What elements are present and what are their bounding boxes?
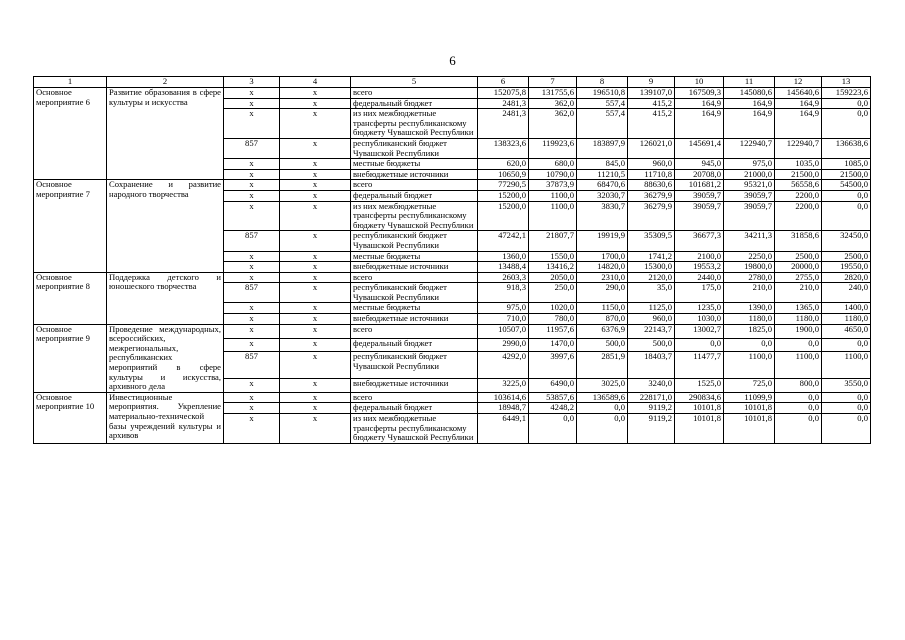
value-cell: 290,0 (577, 283, 628, 303)
value-cell: 0,0 (822, 109, 871, 139)
header-cell: 4 (280, 77, 351, 88)
value-cell: 196510,8 (577, 88, 628, 99)
value-cell: 10650,9 (478, 169, 529, 180)
value-cell: 1100,0 (775, 352, 822, 378)
code-cell: 857 (224, 231, 280, 251)
value-cell: 1470,0 (529, 338, 577, 352)
source-cell: республиканский бюджет Чувашской Республики (351, 283, 478, 303)
header-cell: 7 (529, 77, 577, 88)
value-cell: 1100,0 (529, 190, 577, 201)
value-cell: 1100,0 (724, 352, 775, 378)
value-cell: 362,0 (529, 109, 577, 139)
value-cell: 0,0 (822, 338, 871, 352)
value-cell: 2990,0 (478, 338, 529, 352)
code-cell: х (224, 201, 280, 231)
header-cell: 11 (724, 77, 775, 88)
value-cell: 210,0 (724, 283, 775, 303)
table-row (34, 324, 871, 338)
subcode-cell: х (280, 262, 351, 273)
value-cell: 2500,0 (775, 251, 822, 262)
code-cell: х (224, 414, 280, 444)
subcode-cell: х (280, 251, 351, 262)
value-cell: 0,0 (775, 392, 822, 403)
table-row (34, 88, 871, 99)
source-cell: республиканский бюджет Чувашской Республики (351, 231, 478, 251)
value-cell: 11710,8 (628, 169, 675, 180)
code-cell: х (224, 88, 280, 99)
subcode-cell: х (280, 338, 351, 352)
value-cell: 415,2 (628, 98, 675, 109)
value-cell: 11957,6 (529, 324, 577, 338)
subcode-cell: х (280, 138, 351, 158)
value-cell: 32030,7 (577, 190, 628, 201)
header-cell: 3 (224, 77, 280, 88)
value-cell: 2780,0 (724, 272, 775, 283)
value-cell: 31858,6 (775, 231, 822, 251)
source-cell: внебюджетные источники (351, 262, 478, 273)
value-cell: 1180,0 (822, 314, 871, 325)
value-cell: 34211,3 (724, 231, 775, 251)
value-cell: 710,0 (478, 314, 529, 325)
value-cell: 1100,0 (529, 201, 577, 231)
table-row (34, 180, 871, 191)
subcode-cell: х (280, 201, 351, 231)
value-cell: 164,9 (724, 98, 775, 109)
code-cell: х (224, 314, 280, 325)
source-cell: республиканский бюджет Чувашской Республики (351, 138, 478, 158)
value-cell: 6376,9 (577, 324, 628, 338)
value-cell: 32450,0 (822, 231, 871, 251)
value-cell: 2250,0 (724, 251, 775, 262)
value-cell: 167509,3 (675, 88, 724, 99)
value-cell: 88630,6 (628, 180, 675, 191)
value-cell: 1360,0 (478, 251, 529, 262)
value-cell: 15300,0 (628, 262, 675, 273)
value-cell: 1900,0 (775, 324, 822, 338)
value-cell: 164,9 (724, 109, 775, 139)
value-cell: 1390,0 (724, 303, 775, 314)
value-cell: 1100,0 (822, 352, 871, 378)
value-cell: 500,0 (577, 338, 628, 352)
value-cell: 126021,0 (628, 138, 675, 158)
value-cell: 9119,2 (628, 414, 675, 444)
value-cell: 0,0 (775, 338, 822, 352)
value-cell: 19553,2 (675, 262, 724, 273)
value-cell: 3997,6 (529, 352, 577, 378)
value-cell: 103614,6 (478, 392, 529, 403)
subcode-cell: х (280, 159, 351, 170)
event-cell: Основное мероприятие 6 (34, 88, 107, 180)
value-cell: 2200,0 (775, 190, 822, 201)
value-cell: 36677,3 (675, 231, 724, 251)
subcode-cell: х (280, 283, 351, 303)
subcode-cell: х (280, 324, 351, 338)
value-cell: 1825,0 (724, 324, 775, 338)
value-cell: 10790,0 (529, 169, 577, 180)
value-cell: 10101,8 (724, 403, 775, 414)
subcode-cell: х (280, 180, 351, 191)
value-cell: 2310,0 (577, 272, 628, 283)
budget-table (33, 76, 871, 444)
value-cell: 15200,0 (478, 190, 529, 201)
subcode-cell: х (280, 88, 351, 99)
source-cell: всего (351, 180, 478, 191)
value-cell: 159223,6 (822, 88, 871, 99)
value-cell: 290834,6 (675, 392, 724, 403)
value-cell: 0,0 (775, 414, 822, 444)
value-cell: 0,0 (529, 414, 577, 444)
code-cell: х (224, 272, 280, 283)
value-cell: 3240,0 (628, 378, 675, 392)
value-cell: 725,0 (724, 378, 775, 392)
value-cell: 210,0 (775, 283, 822, 303)
source-cell: федеральный бюджет (351, 403, 478, 414)
value-cell: 557,4 (577, 109, 628, 139)
value-cell: 2603,3 (478, 272, 529, 283)
value-cell: 1400,0 (822, 303, 871, 314)
code-cell: х (224, 262, 280, 273)
value-cell: 11099,9 (724, 392, 775, 403)
value-cell: 35,0 (628, 283, 675, 303)
value-cell: 1235,0 (675, 303, 724, 314)
value-cell: 0,0 (724, 338, 775, 352)
source-cell: местные бюджеты (351, 159, 478, 170)
value-cell: 136638,6 (822, 138, 871, 158)
value-cell: 39059,7 (724, 201, 775, 231)
value-cell: 19800,0 (724, 262, 775, 273)
source-cell: местные бюджеты (351, 303, 478, 314)
value-cell: 0,0 (577, 414, 628, 444)
table-row (34, 272, 871, 283)
value-cell: 4650,0 (822, 324, 871, 338)
value-cell: 18948,7 (478, 403, 529, 414)
value-cell: 13488,4 (478, 262, 529, 273)
value-cell: 14820,0 (577, 262, 628, 273)
header-cell: 13 (822, 77, 871, 88)
value-cell: 164,9 (775, 109, 822, 139)
value-cell: 1030,0 (675, 314, 724, 325)
value-cell: 0,0 (675, 338, 724, 352)
code-cell: х (224, 378, 280, 392)
table-row (34, 392, 871, 403)
value-cell: 6490,0 (529, 378, 577, 392)
value-cell: 960,0 (628, 314, 675, 325)
value-cell: 122940,7 (724, 138, 775, 158)
value-cell: 138323,6 (478, 138, 529, 158)
value-cell: 975,0 (724, 159, 775, 170)
value-cell: 9119,2 (628, 403, 675, 414)
value-cell: 500,0 (628, 338, 675, 352)
value-cell: 1550,0 (529, 251, 577, 262)
value-cell: 95321,0 (724, 180, 775, 191)
value-cell: 136589,6 (577, 392, 628, 403)
source-cell: всего (351, 88, 478, 99)
value-cell: 2481,3 (478, 109, 529, 139)
header-cell: 5 (351, 77, 478, 88)
code-cell: х (224, 159, 280, 170)
value-cell: 870,0 (577, 314, 628, 325)
subcode-cell: х (280, 303, 351, 314)
value-cell: 3550,0 (822, 378, 871, 392)
code-cell: х (224, 303, 280, 314)
subcode-cell: х (280, 169, 351, 180)
subcode-cell: х (280, 314, 351, 325)
value-cell: 0,0 (775, 403, 822, 414)
value-cell: 960,0 (628, 159, 675, 170)
page-number: 6 (449, 53, 456, 68)
value-cell: 54500,0 (822, 180, 871, 191)
value-cell: 13416,2 (529, 262, 577, 273)
header-row (34, 77, 871, 88)
event-cell: Основное мероприятие 7 (34, 180, 107, 272)
value-cell: 36279,9 (628, 201, 675, 231)
value-cell: 10101,8 (675, 403, 724, 414)
value-cell: 2755,0 (775, 272, 822, 283)
subcode-cell: х (280, 231, 351, 251)
value-cell: 415,2 (628, 109, 675, 139)
value-cell: 0,0 (822, 201, 871, 231)
value-cell: 557,4 (577, 98, 628, 109)
value-cell: 145691,4 (675, 138, 724, 158)
header-cell: 8 (577, 77, 628, 88)
value-cell: 13002,7 (675, 324, 724, 338)
value-cell: 20708,0 (675, 169, 724, 180)
value-cell: 240,0 (822, 283, 871, 303)
value-cell: 39059,7 (675, 190, 724, 201)
source-cell: федеральный бюджет (351, 190, 478, 201)
value-cell: 1150,0 (577, 303, 628, 314)
value-cell: 101681,2 (675, 180, 724, 191)
value-cell: 2100,0 (675, 251, 724, 262)
subcode-cell: х (280, 109, 351, 139)
subcode-cell: х (280, 98, 351, 109)
source-cell: федеральный бюджет (351, 98, 478, 109)
value-cell: 39059,7 (675, 201, 724, 231)
value-cell: 362,0 (529, 98, 577, 109)
value-cell: 19550,0 (822, 262, 871, 273)
subcode-cell: х (280, 414, 351, 444)
value-cell: 680,0 (529, 159, 577, 170)
value-cell: 228171,0 (628, 392, 675, 403)
value-cell: 152075,8 (478, 88, 529, 99)
value-cell: 2050,0 (529, 272, 577, 283)
code-cell: 857 (224, 352, 280, 378)
value-cell: 15200,0 (478, 201, 529, 231)
source-cell: республиканский бюджет Чувашской Республики (351, 352, 478, 378)
code-cell: х (224, 251, 280, 262)
value-cell: 68470,6 (577, 180, 628, 191)
event-cell: Основное мероприятие 10 (34, 392, 107, 443)
value-cell: 0,0 (822, 392, 871, 403)
code-cell: х (224, 338, 280, 352)
event-cell: Основное мероприятие 9 (34, 324, 107, 392)
source-cell: из них межбюджетные трансферты республиканскому бюджету Чувашской Республики (351, 414, 478, 444)
value-cell: 21000,0 (724, 169, 775, 180)
value-cell: 53857,6 (529, 392, 577, 403)
event-name-cell: Поддержка детского и юношеского творчества (107, 272, 224, 324)
value-cell: 37873,9 (529, 180, 577, 191)
value-cell: 2500,0 (822, 251, 871, 262)
value-cell: 780,0 (529, 314, 577, 325)
code-cell: х (224, 190, 280, 201)
source-cell: внебюджетные источники (351, 169, 478, 180)
value-cell: 1700,0 (577, 251, 628, 262)
event-name-cell: Сохранение и развитие народного творчества (107, 180, 224, 272)
header-cell: 9 (628, 77, 675, 88)
value-cell: 1741,2 (628, 251, 675, 262)
value-cell: 1035,0 (775, 159, 822, 170)
subcode-cell: х (280, 190, 351, 201)
value-cell: 1180,0 (724, 314, 775, 325)
value-cell: 3225,0 (478, 378, 529, 392)
value-cell: 845,0 (577, 159, 628, 170)
value-cell: 10101,8 (724, 414, 775, 444)
value-cell: 22143,7 (628, 324, 675, 338)
value-cell: 164,9 (675, 109, 724, 139)
value-cell: 21500,0 (775, 169, 822, 180)
value-cell: 620,0 (478, 159, 529, 170)
source-cell: местные бюджеты (351, 251, 478, 262)
value-cell: 2120,0 (628, 272, 675, 283)
value-cell: 1180,0 (775, 314, 822, 325)
value-cell: 20000,0 (775, 262, 822, 273)
value-cell: 800,0 (775, 378, 822, 392)
code-cell: х (224, 324, 280, 338)
value-cell: 39059,7 (724, 190, 775, 201)
event-name-cell: Проведение международных, всероссийских, межрегиональных, республиканских мероприятий в сфере культуры и искусства, архивного дела (107, 324, 224, 392)
code-cell: х (224, 392, 280, 403)
value-cell: 2440,0 (675, 272, 724, 283)
code-cell: х (224, 109, 280, 139)
value-cell: 945,0 (675, 159, 724, 170)
source-cell: федеральный бюджет (351, 338, 478, 352)
event-name-cell: Развитие образования в сфере культуры и искусства (107, 88, 224, 180)
value-cell: 1365,0 (775, 303, 822, 314)
value-cell: 139107,0 (628, 88, 675, 99)
value-cell: 164,9 (775, 98, 822, 109)
value-cell: 918,3 (478, 283, 529, 303)
subcode-cell: х (280, 378, 351, 392)
value-cell: 0,0 (822, 403, 871, 414)
subcode-cell: х (280, 352, 351, 378)
value-cell: 2200,0 (775, 201, 822, 231)
value-cell: 164,9 (675, 98, 724, 109)
value-cell: 175,0 (675, 283, 724, 303)
header-cell: 1 (34, 77, 107, 88)
subcode-cell: х (280, 392, 351, 403)
value-cell: 4292,0 (478, 352, 529, 378)
value-cell: 11210,5 (577, 169, 628, 180)
value-cell: 0,0 (577, 403, 628, 414)
value-cell: 11477,7 (675, 352, 724, 378)
value-cell: 1125,0 (628, 303, 675, 314)
header-cell: 10 (675, 77, 724, 88)
value-cell: 1085,0 (822, 159, 871, 170)
value-cell: 21807,7 (529, 231, 577, 251)
value-cell: 18403,7 (628, 352, 675, 378)
header-cell: 12 (775, 77, 822, 88)
source-cell: из них межбюджетные трансферты республиканскому бюджету Чувашской Республики (351, 201, 478, 231)
value-cell: 56558,6 (775, 180, 822, 191)
value-cell: 183897,9 (577, 138, 628, 158)
value-cell: 131755,6 (529, 88, 577, 99)
value-cell: 975,0 (478, 303, 529, 314)
value-cell: 47242,1 (478, 231, 529, 251)
code-cell: 857 (224, 283, 280, 303)
value-cell: 35309,5 (628, 231, 675, 251)
value-cell: 0,0 (822, 414, 871, 444)
source-cell: всего (351, 392, 478, 403)
value-cell: 2820,0 (822, 272, 871, 283)
code-cell: х (224, 98, 280, 109)
source-cell: всего (351, 272, 478, 283)
value-cell: 3025,0 (577, 378, 628, 392)
value-cell: 0,0 (822, 190, 871, 201)
subcode-cell: х (280, 403, 351, 414)
value-cell: 1525,0 (675, 378, 724, 392)
event-cell: Основное мероприятие 8 (34, 272, 107, 324)
header-cell: 2 (107, 77, 224, 88)
source-cell: всего (351, 324, 478, 338)
source-cell: внебюджетные источники (351, 314, 478, 325)
event-name-cell: Инвестиционные мероприятия. Укрепление материально-технической базы учреждений культуры и архивов (107, 392, 224, 443)
value-cell: 0,0 (822, 98, 871, 109)
value-cell: 77290,5 (478, 180, 529, 191)
code-cell: х (224, 180, 280, 191)
value-cell: 2481,3 (478, 98, 529, 109)
code-cell: х (224, 169, 280, 180)
source-cell: из них межбюджетные трансферты республиканскому бюджету Чувашской Республики (351, 109, 478, 139)
value-cell: 6449,1 (478, 414, 529, 444)
code-cell: х (224, 403, 280, 414)
value-cell: 2851,9 (577, 352, 628, 378)
value-cell: 10101,8 (675, 414, 724, 444)
value-cell: 145640,6 (775, 88, 822, 99)
code-cell: 857 (224, 138, 280, 158)
value-cell: 250,0 (529, 283, 577, 303)
value-cell: 3830,7 (577, 201, 628, 231)
header-cell: 6 (478, 77, 529, 88)
value-cell: 21500,0 (822, 169, 871, 180)
value-cell: 1020,0 (529, 303, 577, 314)
value-cell: 145080,6 (724, 88, 775, 99)
value-cell: 122940,7 (775, 138, 822, 158)
value-cell: 19919,9 (577, 231, 628, 251)
source-cell: внебюджетные источники (351, 378, 478, 392)
subcode-cell: х (280, 272, 351, 283)
value-cell: 119923,6 (529, 138, 577, 158)
value-cell: 36279,9 (628, 190, 675, 201)
value-cell: 4248,2 (529, 403, 577, 414)
value-cell: 10507,0 (478, 324, 529, 338)
